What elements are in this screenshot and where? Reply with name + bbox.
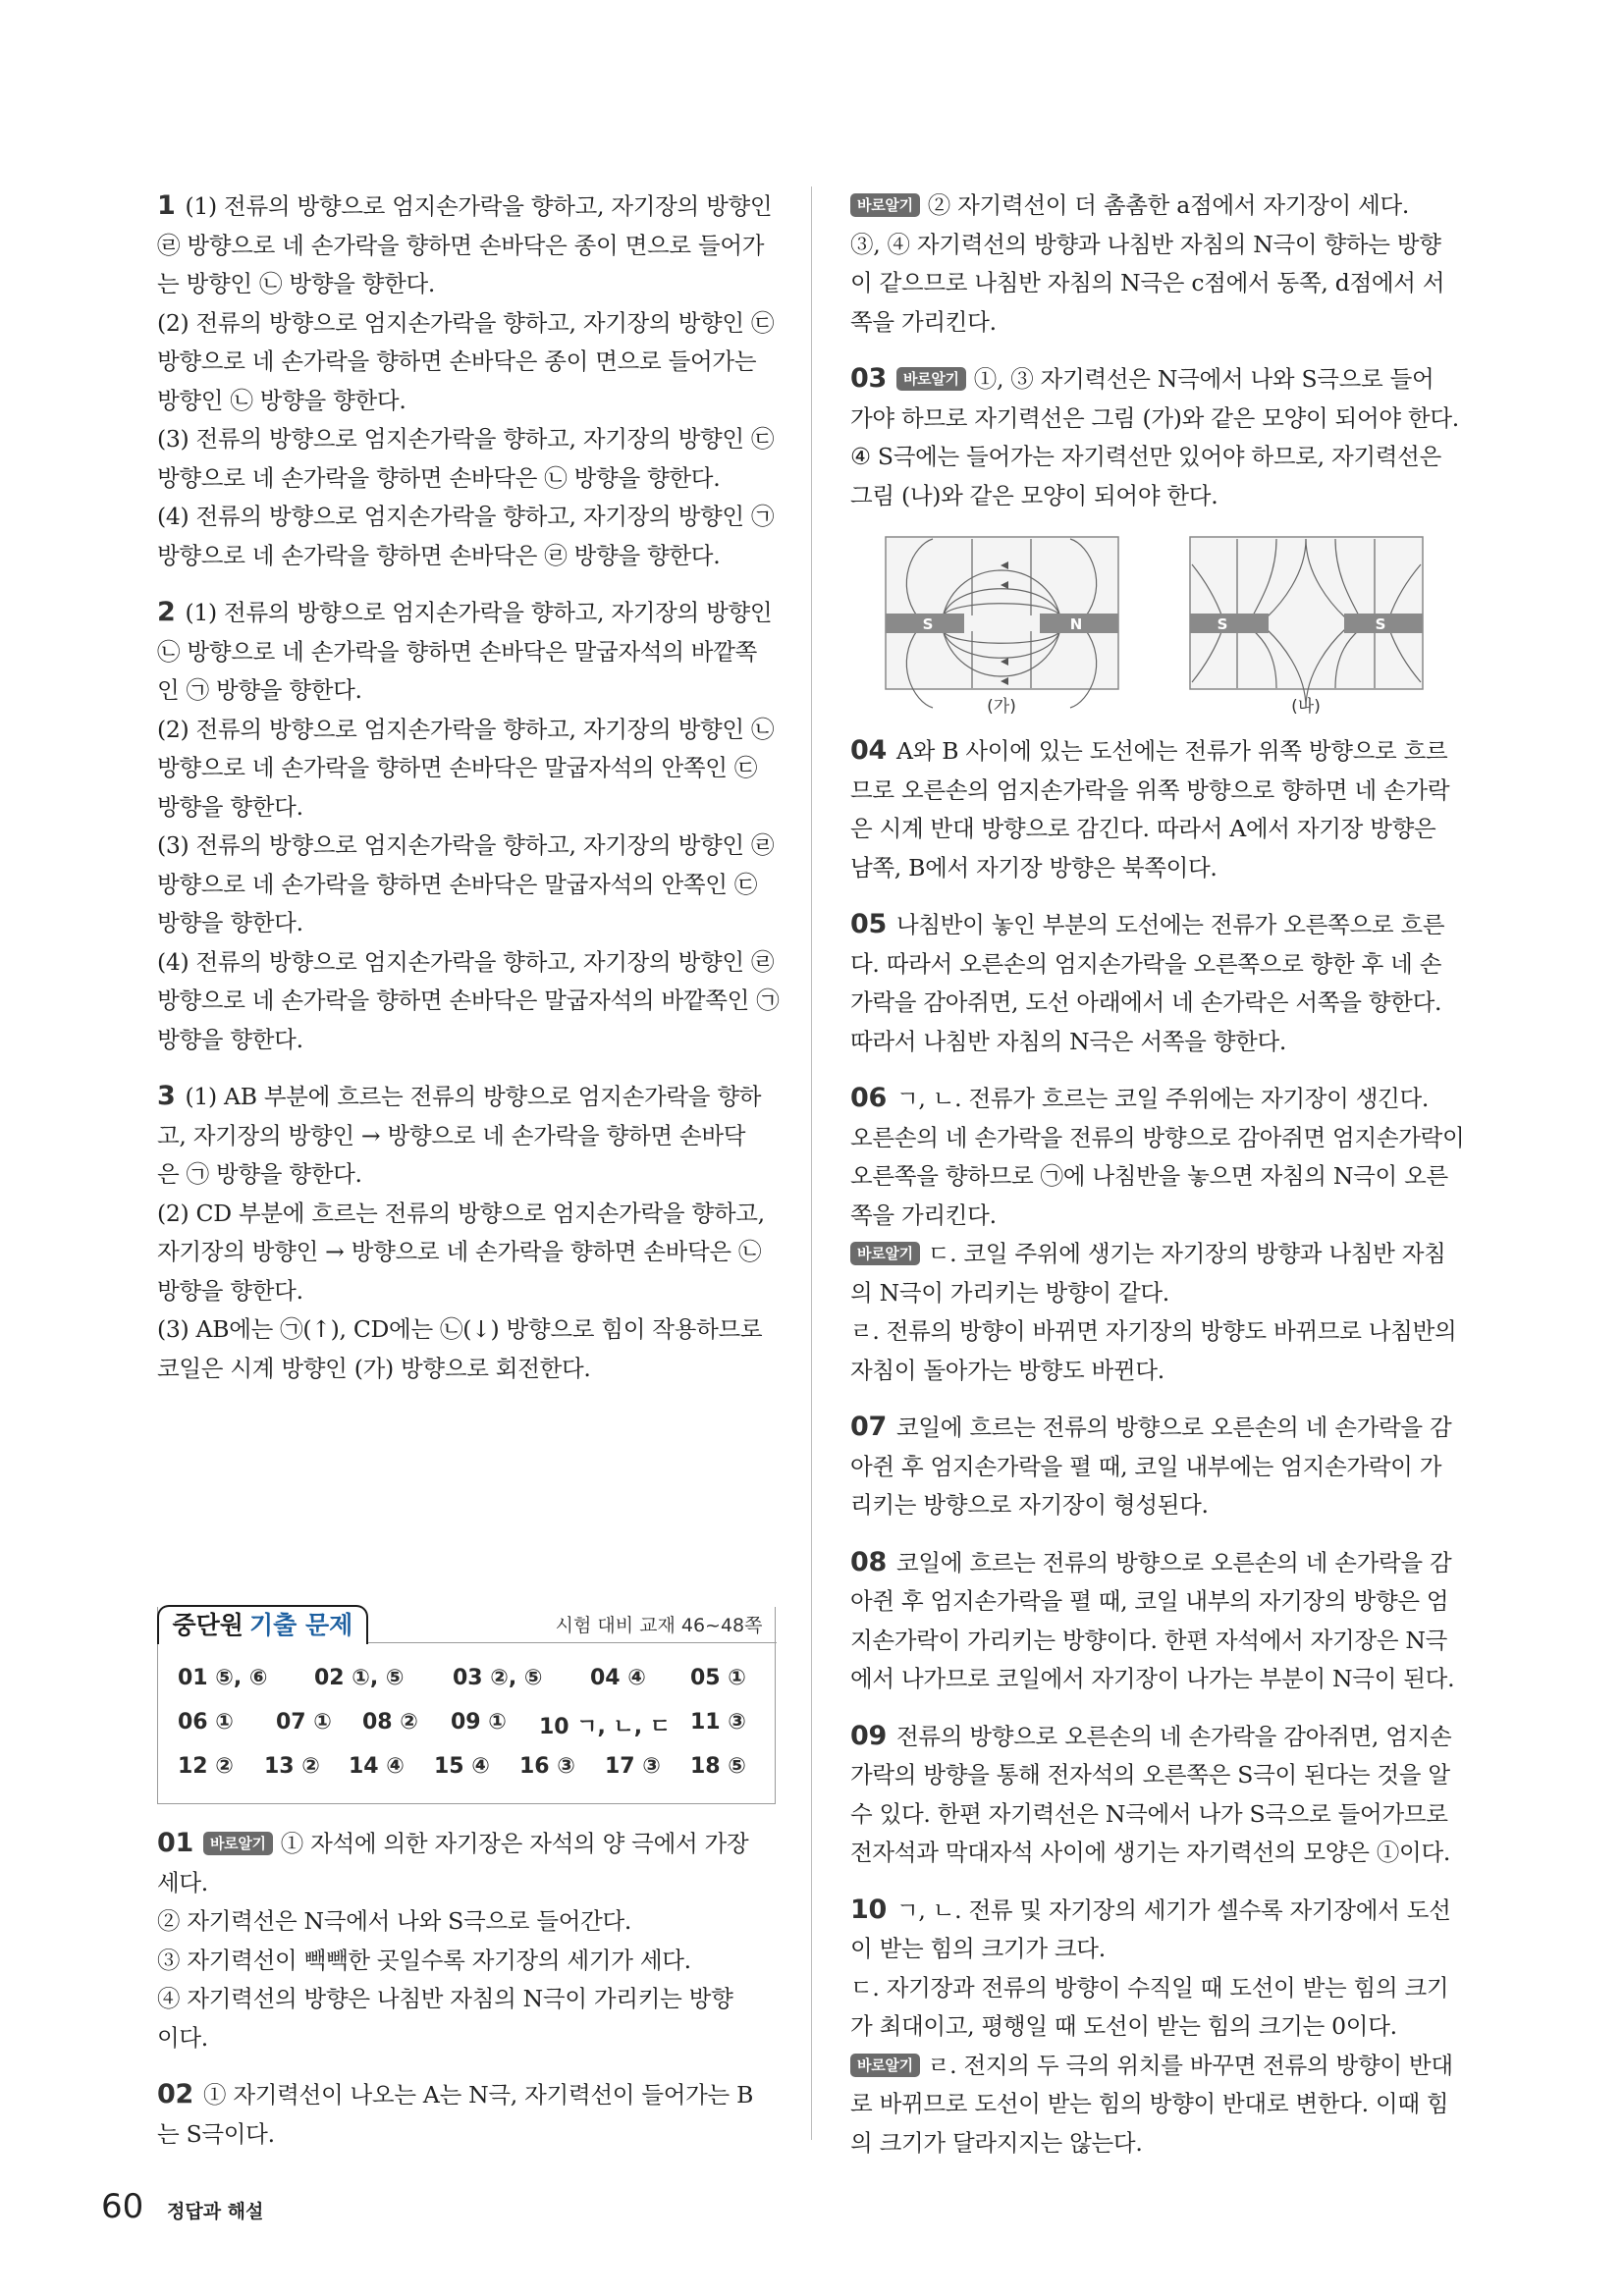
answer-line: 자기장의 방향인 → 방향으로 네 손가락을 향하면 손바닥은 ㉡: [157, 1238, 762, 1265]
figure-caption: (가): [987, 697, 1016, 717]
answer-line: 쪽을 가리킨다.: [850, 307, 997, 336]
answer-line: 는 S극이다.: [157, 2119, 275, 2148]
answer-line: 코일에 흐르는 전류의 방향으로 오른손의 네 손가락을 감: [895, 1548, 1452, 1576]
answer-line: 인 ㉠ 방향을 향한다.: [157, 676, 362, 704]
answer-line: 코일은 시계 방향인 (가) 방향으로 회전한다.: [157, 1354, 591, 1382]
pole-label: S: [1375, 615, 1386, 633]
field-lines-diagram: [884, 535, 1473, 717]
question-number: 07: [850, 1412, 887, 1442]
exam-answer-grid: [178, 1666, 757, 1798]
answer-05: [850, 905, 1465, 1061]
answer-line: (1) 전류의 방향으로 엄지손가락을 향하고, 자기장의 방향인: [185, 192, 773, 220]
question-number: 08: [850, 1546, 887, 1577]
answer-line: 방향으로 네 손가락을 향하면 손바닥은 말굽자석의 안쪽인 ㉢: [157, 870, 758, 898]
answer-07: [850, 1408, 1465, 1525]
answer-02-continued: [850, 187, 1465, 342]
answer-line: 이다.: [157, 2023, 208, 2052]
question-number: 09: [850, 1720, 887, 1751]
answer-line: ㄹ. 전류의 방향이 바뀌면 자기장의 방향도 바뀌므로 나침반의: [850, 1317, 1457, 1345]
left-column: [157, 187, 780, 1406]
question-number: 02: [157, 2079, 193, 2109]
exam-answer: 12 ②: [178, 1754, 234, 1779]
figure-panel-na: [1190, 537, 1423, 708]
answer-04: [850, 731, 1465, 887]
question-number: 3: [157, 1081, 176, 1111]
answer-line: ② 자기력선은 N극에서 나와 S극으로 들어간다.: [157, 1907, 632, 1935]
answer-line: 아쥔 후 엄지손가락을 펼 때, 코일 내부의 자기장의 방향은 엄: [850, 1587, 1449, 1615]
answer-line: ㄱ, ㄴ. 전류 및 자기장의 세기가 셀수록 자기장에서 도선: [895, 1896, 1451, 1924]
answer-line: 이 받는 힘의 크기가 크다.: [850, 1935, 1106, 1962]
answer-1: [157, 187, 774, 575]
answer-line: 방향을 향한다.: [157, 1276, 303, 1305]
exam-box-title: [157, 1605, 369, 1644]
exam-row: [178, 1710, 757, 1754]
exam-answer: 16 ③: [519, 1754, 575, 1779]
answer-line: ① 자석에 의한 자기장은 자석의 양 극에서 가장: [280, 1830, 749, 1857]
answer-line: 전류의 방향으로 오른손의 네 손가락을 감아쥐면, 엄지손: [895, 1722, 1452, 1750]
question-number: 10: [850, 1894, 887, 1925]
answer-line: 다. 따라서 오른손의 엄지손가락을 오른쪽으로 향한 후 네 손: [850, 949, 1442, 978]
answer-line: 방향으로 네 손가락을 향하면 손바닥은 ㉣ 방향을 향한다.: [157, 541, 721, 569]
answer-line: ③, ④ 자기력선의 방향과 나침반 자침의 N극이 향하는 방향: [850, 230, 1441, 258]
answer-line: ㄷ. 코일 주위에 생기는 자기장의 방향과 나침반 자침: [927, 1240, 1446, 1267]
answer-line: (1) AB 부분에 흐르는 전류의 방향으로 엄지손가락을 향하: [185, 1083, 762, 1110]
answer-line: ㄹ. 전지의 두 극의 위치를 바꾸면 전류의 방향이 반대: [927, 2051, 1453, 2079]
magnetic-field-figure: [884, 535, 1473, 717]
answer-line: 지손가락이 가리키는 방향이다. 한편 자석에서 자기장은 N극: [850, 1626, 1448, 1654]
answer-line: (1) 전류의 방향으로 엄지손가락을 향하고, 자기장의 방향인: [185, 599, 773, 626]
answer-line: 로 바뀌므로 도선이 받는 힘의 방향이 반대로 변한다. 이때 힘: [850, 2090, 1449, 2117]
exam-answer: 18 ⑤: [690, 1754, 746, 1779]
answer-line: 은 시계 반대 방향으로 감긴다. 따라서 A에서 자기장 방향은: [850, 815, 1436, 842]
answer-line: ① 자기력선이 나오는 A는 N극, 자기력선이 들어가는 B: [202, 2081, 754, 2109]
answer-line: 고, 자기장의 방향인 → 방향으로 네 손가락을 향하면 손바닥: [157, 1121, 746, 1149]
answer-line: (4) 전류의 방향으로 엄지손가락을 향하고, 자기장의 방향인 ㉣: [157, 947, 775, 976]
exam-answer: 04 ④: [590, 1666, 646, 1690]
answer-line: 가락을 감아쥐면, 도선 아래에서 네 손가락은 서쪽을 향한다.: [850, 988, 1442, 1016]
answer-line: 따라서 나침반 자침의 N극은 서쪽을 향한다.: [850, 1027, 1287, 1055]
answer-line: 방향을 향한다.: [157, 792, 303, 821]
answer-line: 그림 (나)와 같은 모양이 되어야 한다.: [850, 481, 1218, 509]
answer-line: 쪽을 가리킨다.: [850, 1201, 997, 1229]
exam-row: [178, 1754, 757, 1798]
exam-answer: 14 ④: [349, 1754, 405, 1779]
answer-01: [157, 1824, 774, 2057]
question-number: 04: [850, 735, 887, 766]
answer-line: 의 N극이 가리키는 방향이 같다.: [850, 1278, 1169, 1307]
answer-line: ㄷ. 자기장과 전류의 방향이 수직일 때 도선이 받는 힘의 크기: [850, 1973, 1449, 2002]
exam-answer: 05 ①: [690, 1666, 746, 1690]
answer-line: 가락의 방향을 통해 전자석의 오른쪽은 S극이 된다는 것을 알: [850, 1761, 1450, 1789]
answer-line: ①, ③ 자기력선은 N극에서 나와 S극으로 들어: [973, 365, 1435, 393]
column-divider: [811, 187, 812, 2140]
exam-answer: 15 ④: [434, 1754, 490, 1779]
exam-answer: 08 ②: [362, 1710, 418, 1735]
exam-answer: 03 ②, ⑤: [453, 1666, 543, 1690]
answer-line: ④ 자기력선의 방향은 나침반 자침의 N극이 가리키는 방향: [157, 1985, 733, 2012]
answer-line: 가 최대이고, 평행일 때 도선이 받는 힘의 크기는 0이다.: [850, 2012, 1397, 2040]
question-number: 01: [157, 1828, 193, 1858]
correction-tag: 바로알기: [896, 367, 966, 391]
answer-line: ④ S극에는 들어가는 자기력선만 있어야 하므로, 자기력선은: [850, 443, 1441, 470]
answer-line: ㉡ 방향으로 네 손가락을 향하면 손바닥은 말굽자석의 바깥쪽: [157, 637, 758, 666]
correction-tag: 바로알기: [850, 1242, 920, 1265]
answer-line: 리키는 방향으로 자기장이 형성된다.: [850, 1491, 1209, 1519]
pole-label: N: [1069, 615, 1083, 633]
answer-line: 방향으로 네 손가락을 향하면 손바닥은 말굽자석의 안쪽인 ㉢: [157, 754, 758, 781]
exam-row: [178, 1666, 757, 1710]
correction-tag: 바로알기: [850, 2054, 920, 2077]
figure-panel-ga: [886, 537, 1118, 708]
exam-answer-box: [157, 1607, 776, 1804]
answer-line: 아쥔 후 엄지손가락을 펼 때, 코일 내부에는 엄지손가락이 가: [850, 1452, 1442, 1480]
question-number: 06: [850, 1083, 887, 1113]
answer-line: 므로 오른손의 엄지손가락을 위쪽 방향으로 향하면 네 손가락: [850, 775, 1450, 804]
question-number: 03: [850, 363, 887, 394]
exam-answer: 07 ①: [276, 1710, 332, 1735]
answer-line: 나침반이 놓인 부분의 도선에는 전류가 오른쪽으로 흐른: [895, 911, 1445, 938]
answer-08: [850, 1543, 1465, 1699]
exam-answer: 01 ⑤, ⑥: [178, 1666, 268, 1690]
right-column-top: [850, 187, 1465, 533]
exam-title-part1: 중단원: [172, 1611, 244, 1639]
answer-line: 의 크기가 달라지지는 않는다.: [850, 2128, 1143, 2157]
correction-tag: 바로알기: [203, 1832, 273, 1855]
answer-line: 코일에 흐르는 전류의 방향으로 오른손의 네 손가락을 감: [895, 1414, 1452, 1441]
answer-03: [850, 359, 1465, 515]
answer-line: 에서 나가므로 코일에서 자기장이 나가는 부분이 N극이 된다.: [850, 1665, 1455, 1692]
answer-line: (3) 전류의 방향으로 엄지손가락을 향하고, 자기장의 방향인 ㉢: [157, 425, 775, 453]
exam-box-header: [157, 1607, 777, 1643]
exam-answer: 06 ①: [178, 1710, 234, 1735]
exam-answer: 09 ①: [451, 1710, 507, 1735]
answer-line: (4) 전류의 방향으로 엄지손가락을 향하고, 자기장의 방향인 ㉠: [157, 503, 775, 530]
answer-line: 방향인 ㉡ 방향을 향한다.: [157, 386, 406, 414]
answer-line: 남쪽, B에서 자기장 방향은 북쪽이다.: [850, 853, 1218, 881]
figure-caption: (나): [1291, 697, 1321, 717]
exam-answer: 02 ①, ⑤: [314, 1666, 405, 1690]
answer-line: (2) 전류의 방향으로 엄지손가락을 향하고, 자기장의 방향인 ㉡: [157, 715, 775, 743]
answer-line: ③ 자기력선이 빽빽한 곳일수록 자기장의 세기가 세다.: [157, 1946, 691, 1974]
answer-3: [157, 1077, 774, 1388]
footer-label: 정답과 해설: [167, 2201, 264, 2222]
answer-line: 오른쪽을 향하므로 ㉠에 나침반을 놓으면 자침의 N극이 오른: [850, 1162, 1448, 1190]
answer-line: 방향으로 네 손가락을 향하면 손바닥은 말굽자석의 바깥쪽인 ㉠: [157, 987, 780, 1014]
answer-line: 는 방향인 ㉡ 방향을 향한다.: [157, 270, 436, 297]
answer-line: A와 B 사이에 있는 도선에는 전류가 위쪽 방향으로 흐르: [895, 737, 1448, 765]
exam-answer: 17 ③: [605, 1754, 661, 1779]
answer-line: ㉣ 방향으로 네 손가락을 향하면 손바닥은 종이 면으로 들어가: [157, 231, 765, 259]
question-number: 1: [157, 190, 176, 221]
answer-line: 은 ㉠ 방향을 향한다.: [157, 1160, 362, 1188]
answer-line: (2) CD 부분에 흐르는 전류의 방향으로 엄지손가락을 향하고,: [157, 1199, 765, 1227]
exam-title-part2: 기출 문제: [248, 1611, 353, 1639]
pole-label: S: [1217, 615, 1228, 633]
answer-line: (2) 전류의 방향으로 엄지손가락을 향하고, 자기장의 방향인 ㉢: [157, 308, 775, 337]
answer-line: 수 있다. 한편 자기력선은 N극에서 나가 S극으로 들어가므로: [850, 1799, 1448, 1828]
answer-line: 자침이 돌아가는 방향도 바뀐다.: [850, 1356, 1164, 1384]
answer-line: ㄱ, ㄴ. 전류가 흐르는 코일 주위에는 자기장이 생긴다.: [895, 1085, 1430, 1112]
question-number: 05: [850, 909, 887, 939]
exam-answer: 10 ㄱ, ㄴ, ㄷ: [539, 1715, 672, 1739]
answer-line: 방향으로 네 손가락을 향하면 손바닥은 ㉡ 방향을 향한다.: [157, 463, 721, 492]
exam-answer: 13 ②: [264, 1754, 320, 1779]
exam-answer: 11 ③: [690, 1710, 746, 1735]
answer-line: 방향을 향한다.: [157, 909, 303, 936]
answer-line: 가야 하므로 자기력선은 그림 (가)와 같은 모양이 되어야 한다.: [850, 403, 1459, 432]
answer-02: [157, 2075, 774, 2154]
answer-line: (3) AB에는 ㉠(↑), CD에는 ㉡(↓) 방향으로 힘이 작용하므로: [157, 1315, 763, 1343]
answer-09: [850, 1717, 1465, 1873]
answer-2: [157, 593, 780, 1059]
answer-line: 방향을 향한다.: [157, 1025, 303, 1053]
answer-line: (3) 전류의 방향으로 엄지손가락을 향하고, 자기장의 방향인 ㉣: [157, 831, 775, 859]
left-column-bottom: [157, 1824, 774, 2171]
answer-06: [850, 1079, 1465, 1390]
page-number: 60: [101, 2187, 144, 2226]
correction-tag: 바로알기: [850, 193, 920, 217]
answer-10: [850, 1891, 1465, 2163]
pole-label: S: [922, 615, 934, 633]
answer-line: ② 자기력선이 더 촘촘한 a점에서 자기장이 세다.: [927, 191, 1410, 219]
question-number: 2: [157, 597, 176, 627]
answer-line: 방향으로 네 손가락을 향하면 손바닥은 종이 면으로 들어가는: [157, 347, 757, 375]
exam-reference: 시험 대비 교재 46~48쪽: [555, 1615, 763, 1636]
answer-line: 전자석과 막대자석 사이에 생기는 자기력선의 모양은 ①이다.: [850, 1839, 1451, 1866]
answer-line: 이 같으므로 나침반 자침의 N극은 c점에서 동쪽, d점에서 서: [850, 269, 1445, 296]
answer-line: 오른손의 네 손가락을 전류의 방향으로 감아쥐면 엄지손가락이: [850, 1123, 1465, 1151]
right-column-bottom: [850, 731, 1465, 2180]
answer-line: 세다.: [157, 1868, 208, 1896]
